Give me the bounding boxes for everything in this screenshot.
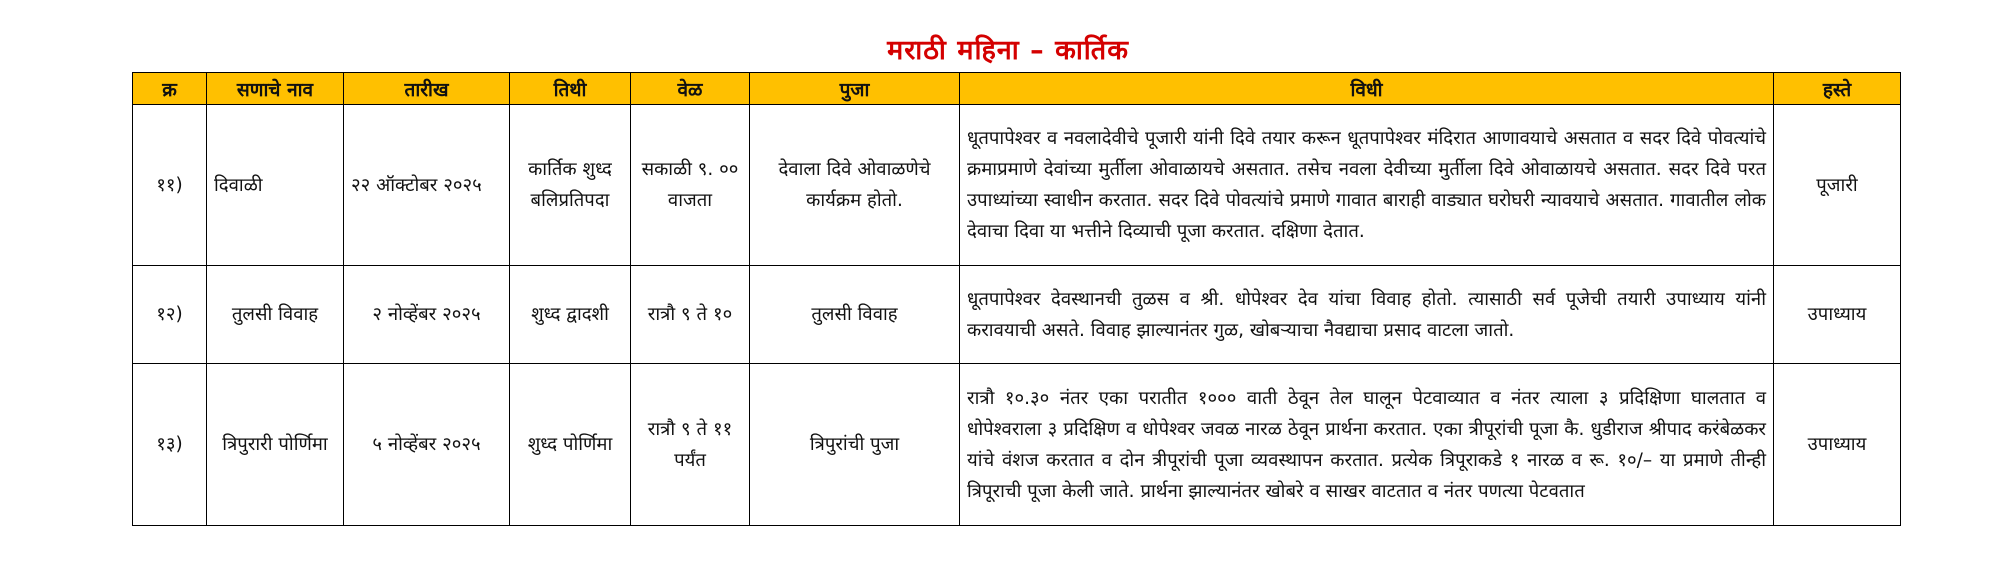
festival-date: ५ नोव्हेंबर २०२५	[344, 364, 510, 526]
festival-tithi: शुध्द द्वादशी	[510, 266, 631, 364]
festival-date: २ नोव्हेंबर २०२५	[344, 266, 510, 364]
festival-puja: देवाला दिवे ओवाळणेचे कार्यक्रम होतो.	[750, 105, 960, 266]
festival-tithi: शुध्द पोर्णिमा	[510, 364, 631, 526]
table-header-row	[133, 73, 1901, 105]
festival-puja: त्रिपुरांची पुजा	[750, 364, 960, 526]
festival-time: रात्रौ ९ ते १०	[631, 266, 750, 364]
festival-name: त्रिपुरारी पोर्णिमा	[207, 364, 344, 526]
festival-time: रात्रौ ९ ते ११ पर्यंत	[631, 364, 750, 526]
festival-date: २२ ऑक्टोबर २०२५	[344, 105, 510, 266]
header-tithi: तिथी	[510, 73, 631, 105]
festival-name: दिवाळी	[207, 105, 344, 266]
row-number: १२)	[133, 266, 207, 364]
table-row	[133, 105, 1901, 266]
header-date: तारीख	[344, 73, 510, 105]
row-number: ११)	[133, 105, 207, 266]
header-no: क्र	[133, 73, 207, 105]
festival-name: तुलसी विवाह	[207, 266, 344, 364]
header-haste: हस्ते	[1774, 73, 1901, 105]
festival-tithi: कार्तिक शुध्द बलिप्रतिपदा	[510, 105, 631, 266]
festival-vidhi: रात्रौ १०.३० नंतर एका परातीत १००० वाती ठेवून तेल घालून पेटवाव्यात व नंतर त्याला ३ प्रदिक्षिणा घालतात व धोपेश्वराला ३ प्रदिक्षिण व धोपेश्वर जवळ नारळ ठेवून प्रार्थना करतात. एका त्रीपूरांची पूजा कै. धुडीराज श्रीपाद करंबेळकर यांचे वंशज करतात व दोन त्रीपूरांची पूजा व्यवस्थापन करतात. प्रत्येक त्रिपूराकडे १ नारळ व रू. १०/– या प्रमाणे तीन्ही त्रिपूराची पूजा केली जाते. प्रार्थना झाल्यानंतर खोबरे व साखर वाटतात व नंतर पणत्या पेटवतात	[960, 364, 1774, 526]
festival-time: सकाळी ९. ०० वाजता	[631, 105, 750, 266]
festival-puja: तुलसी विवाह	[750, 266, 960, 364]
header-time: वेळ	[631, 73, 750, 105]
festival-schedule-table	[132, 72, 1901, 526]
header-festival: सणाचे नाव	[207, 73, 344, 105]
header-puja: पुजा	[750, 73, 960, 105]
header-vidhi: विधी	[960, 73, 1774, 105]
festival-vidhi: धूतपापेश्वर व नवलादेवीचे पूजारी यांनी दिवे तयार करून धूतपापेश्वर मंदिरात आणावयाचे असतात व सदर दिवे पोवत्यांचे क्रमाप्रमाणे देवांच्या मुर्तीला ओवाळायचे असतात. तसेच नवला देवीच्या मुर्तीला दिवे ओवाळायचे असतात. सदर दिवे परत उपाध्यांच्या स्वाधीन करतात. सदर दिवे पोवत्यांचे प्रमाणे गावात बाराही वाड्यात घरोघरी न्यावयाचे असतात. गावातील लोक देवाचा दिवा या भत्तीने दिव्याची पूजा करतात. दक्षिणा देतात.	[960, 105, 1774, 266]
festival-haste: पूजारी	[1774, 105, 1901, 266]
festival-haste: उपाध्याय	[1774, 266, 1901, 364]
festival-haste: उपाध्याय	[1774, 364, 1901, 526]
row-number: १३)	[133, 364, 207, 526]
table-row	[133, 364, 1901, 526]
page-title: मराठी महिना – कार्तिक	[887, 35, 1129, 66]
festival-vidhi: धूतपापेश्वर देवस्थानची तुळस व श्री. धोपेश्वर देव यांचा विवाह होतो. त्यासाठी सर्व पूजेची तयारी उपाध्याय यांनी करावयाची असते. विवाह झाल्यानंतर गुळ, खोबऱ्याचा नैवद्याचा प्रसाद वाटला जातो.	[960, 266, 1774, 364]
table-row	[133, 266, 1901, 364]
